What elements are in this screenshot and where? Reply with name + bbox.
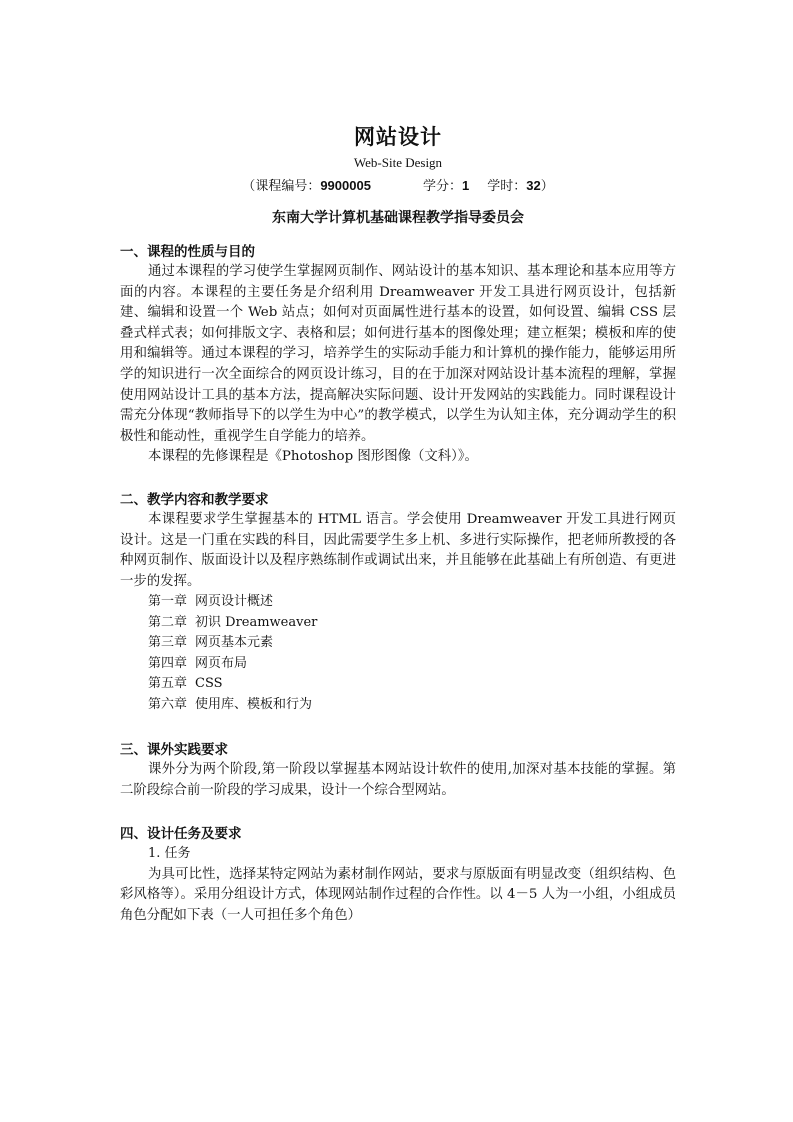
section-heading: 三、课外实践要求 [120, 742, 228, 758]
chapter-item: 第四章 网页布局 [148, 655, 248, 671]
open-paren: （ [242, 179, 256, 194]
chapter-item: 第三章 网页基本元素 [148, 635, 274, 651]
chapter-item: 第二章 初识 Dreamweaver [148, 614, 318, 630]
hours-value: 32 [526, 178, 541, 193]
section-design-tasks [120, 824, 676, 926]
hours-label: 学时： [487, 179, 527, 194]
close-paren: ） [540, 179, 554, 194]
section-content-requirements [120, 490, 676, 715]
section-paragraph: 通过本课程的学习使学生掌握网页制作、网站设计的基本知识、基本理论和基本应用等方面的内容。本课程的主要任务是介绍利用 Dreamweaver 开发工具进行网页设计，包括新建、编辑和设置一个 Web 站点；如何对页面属性进行基本的设置，如何设置、编辑 CSS 层叠式样式表；如何排版文字、表格和层；如何进行基本的图像处理；建立框架；模板和库的使用和编辑等。通过本课程的学习，培养学生的实际动手能力和计算机的操作能力，能够运用所学的知识进行一次全面综合的网页设计练习，目的在于加深对网站设计基本流程的理解，掌握使用网站设计工具的基本方法，提高解决实际问题、设计开发网站的实践能力。同时课程设计需充分体现“教师指导下的以学生为中心”的教学模式，以学生为认知主体，充分调动学生的积极性和能动性，重视学生自学能力的培养。 [120, 264, 676, 444]
committee-name: 东南大学计算机基础课程教学指导委员会 [272, 210, 524, 226]
chapter-item: 第一章 网页设计概述 [148, 594, 274, 610]
course-code-value: 9900005 [320, 178, 371, 193]
section-paragraph: 本课程的先修课程是《Photoshop 图形图像（文科）》。 [148, 449, 478, 465]
task-subheading: 1. 任务 [148, 846, 191, 861]
document-subtitle: Web-Site Design [353, 155, 443, 170]
section-paragraph: 为具可比性，选择某特定网站为素材制作网站，要求与原版面有明显改变（组织结构、色彩风格等）。采用分组设计方式，体现网站制作过程的合作性。以 4－5 人为一小组，小组成员角色分配如下表（一人可担任多个角色） [120, 866, 676, 923]
section-heading: 四、设计任务及要求 [120, 826, 242, 842]
course-info [120, 175, 676, 194]
section-heading: 一、课程的性质与目的 [120, 244, 255, 260]
chapter-list [120, 592, 676, 715]
section-nature-purpose [120, 242, 676, 468]
credit-value: 1 [461, 178, 470, 193]
document-title: 网站设计 [354, 125, 442, 149]
course-code-label: 课程编号： [255, 179, 321, 194]
chapter-item: 第五章 CSS [148, 676, 223, 692]
section-extracurricular [120, 740, 676, 801]
chapter-item: 第六章 使用库、模板和行为 [148, 696, 313, 712]
section-heading: 二、教学内容和教学要求 [120, 492, 269, 508]
section-paragraph: 本课程要求学生掌握基本的 HTML 语言。学会使用 Dreamweaver 开发工具进行网页设计。这是一门重在实践的科目，因此需要学生多上机、多进行实际操作，把老师所教授的各种网页制作、版面设计以及程序熟练制作或调试出来，并且能够在此基础上有所创造、有更进一步的发挥。 [120, 512, 676, 589]
section-paragraph: 课外分为两个阶段,第一阶段以掌握基本网站设计软件的使用,加深对基本技能的掌握。第二阶段综合前一阶段的学习成果，设计一个综合型网站。 [120, 762, 676, 798]
credit-label: 学分： [422, 179, 462, 194]
